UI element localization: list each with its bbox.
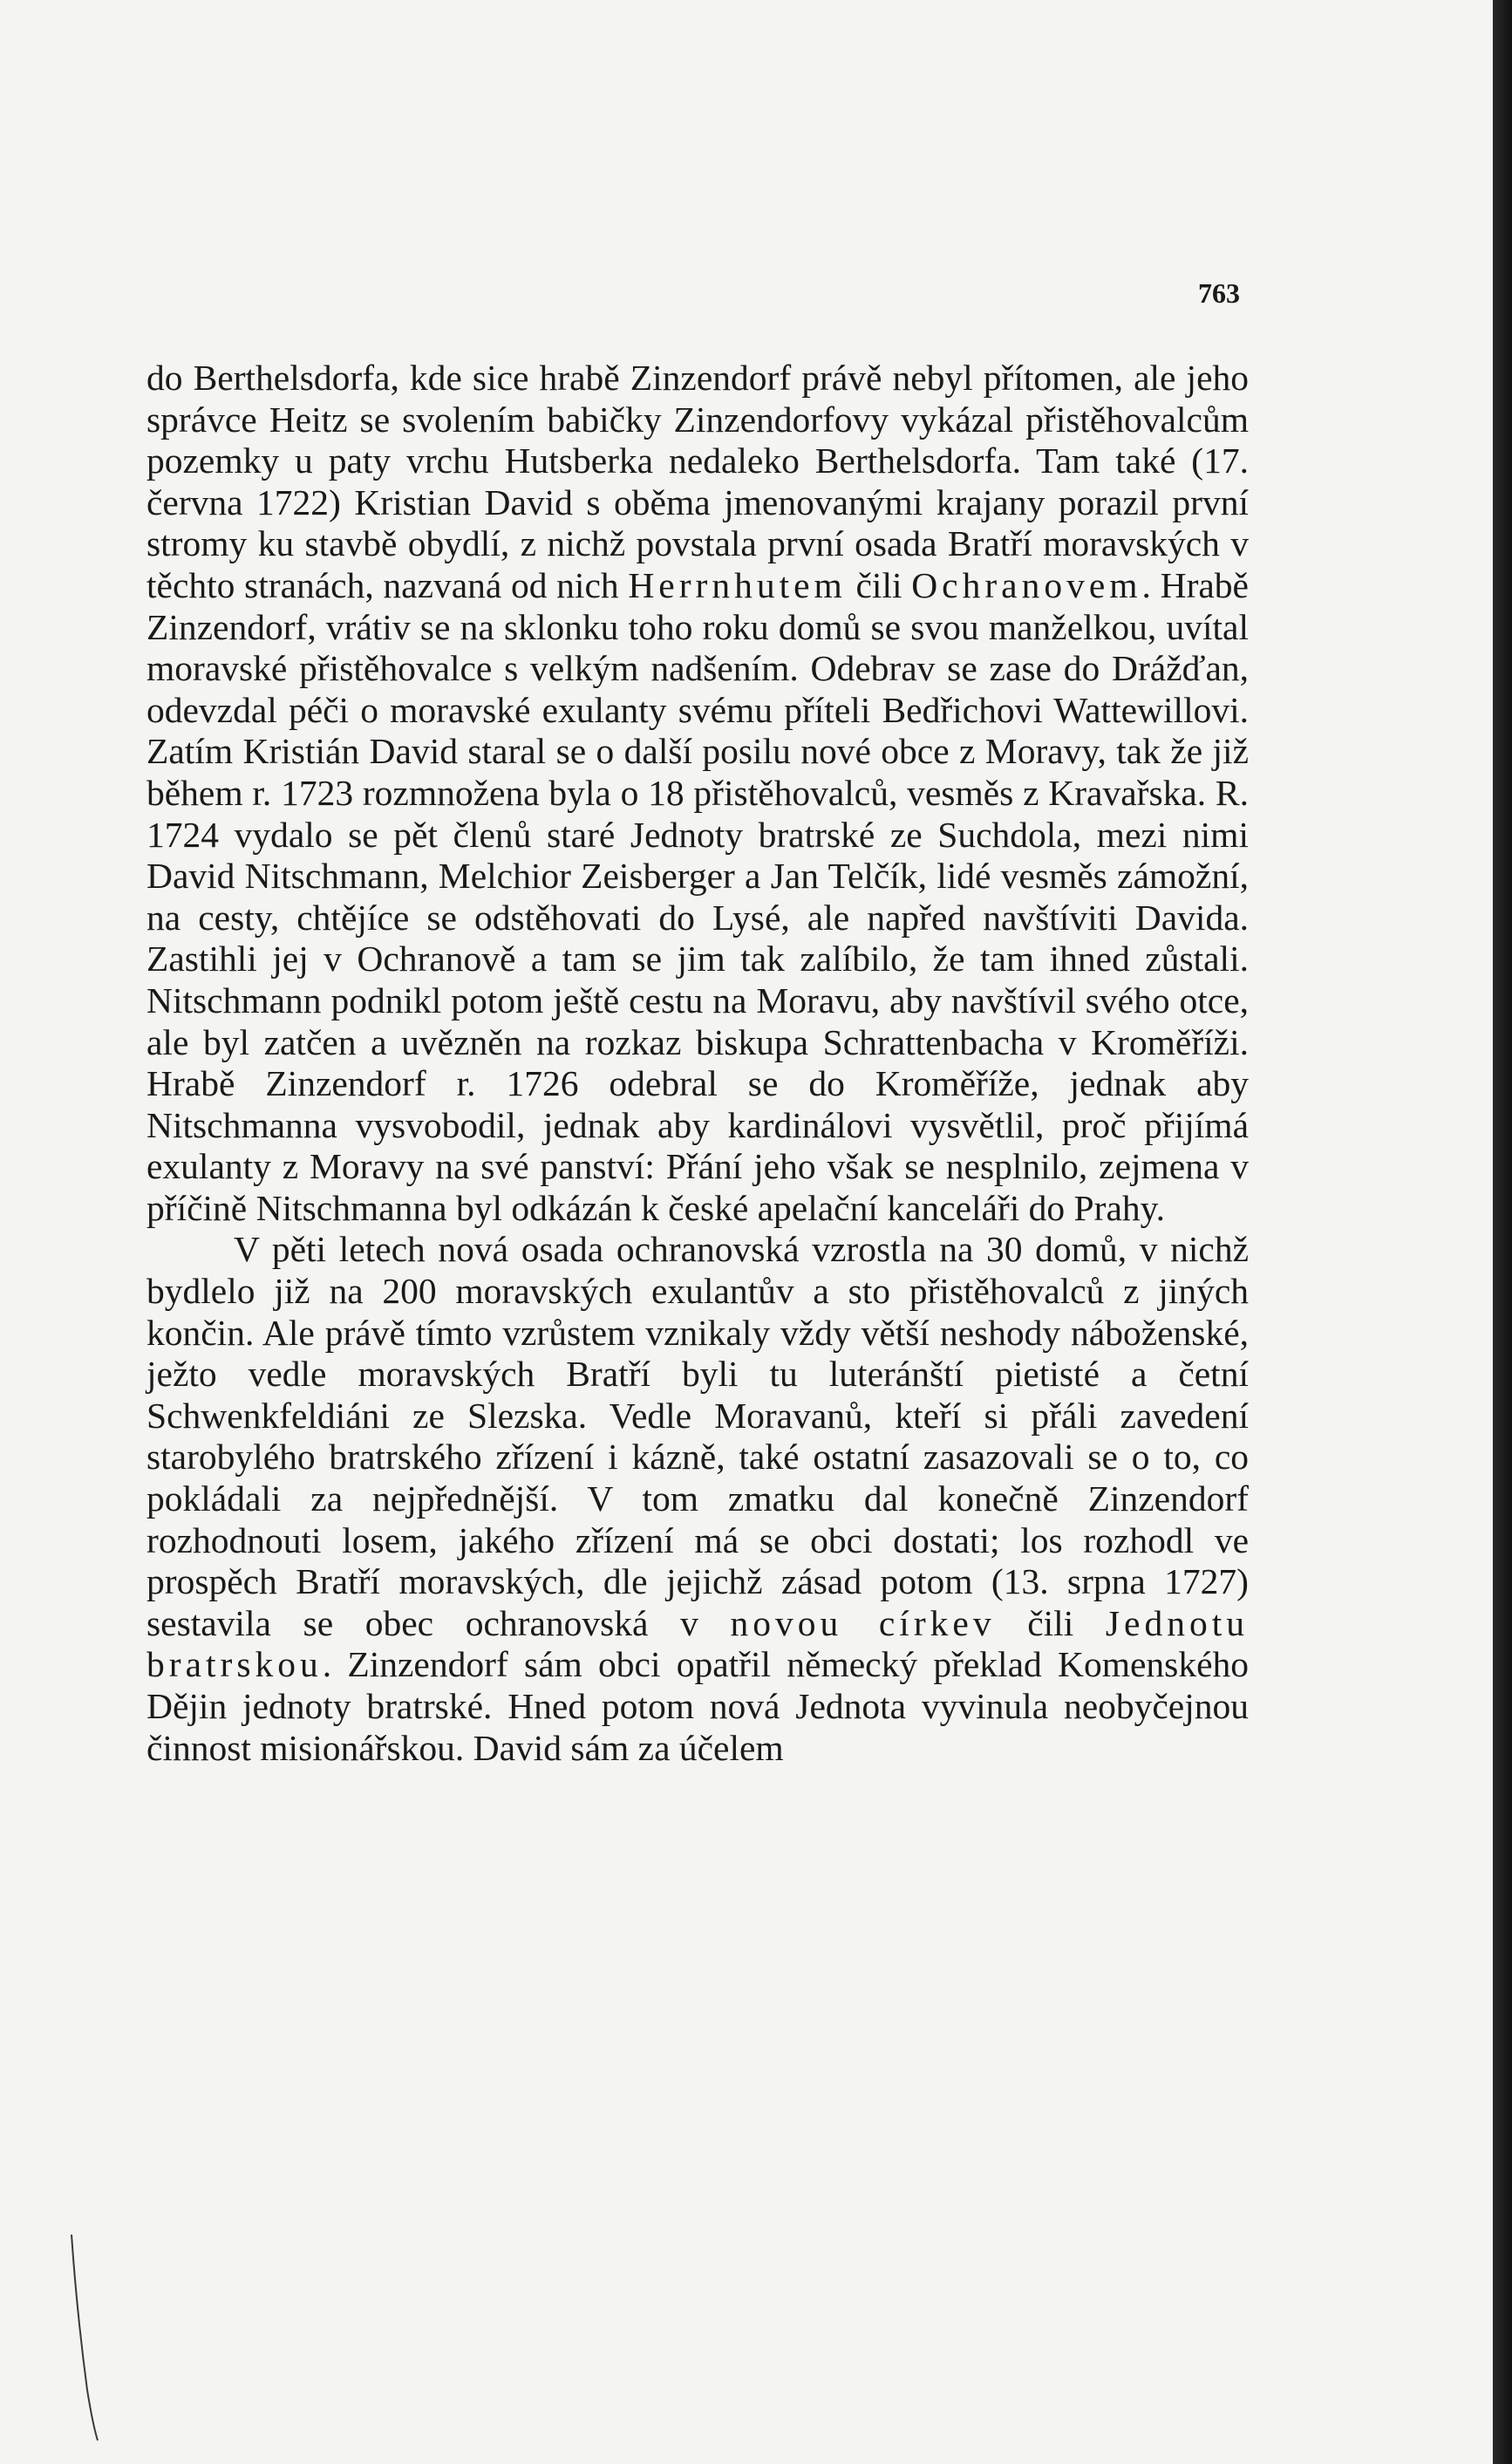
text-run: čili — [846, 564, 912, 605]
text-run: . Hrabě Zinzendorf, vrátiv se na sklonku toho roku domů se svou manželkou, uvítal moravské přistěhovalce s velkým nadšením. Odebrav se zase do Drážďan, odevzdal péči o moravské exulanty svému příteli Bedřichovi Wattewillovi. Zatím Kristián David staral se o další posilu nové obce z Moravy, tak že již během r. 1723 rozmnožena byla o 18 přistěhovalců, vesměs z Kravařska. R. 1724 vydalo se pět členů staré Jednoty bratrské ze Suchdola, mezi nimi David Nitschmann, Melchior Zeisberger a Jan Telčík, lidé vesměs zámožní, na cesty, chtějíce se odstěhovati do Lysé, ale napřed navštíviti Davida. Zastihli jej v Ochranově a tam se jim tak zalíbilo, že tam ihned zůstali. Nitschmann podnikl potom ještě cestu na Moravu, aby navštívil svého otce, ale byl zatčen a uvězněn na rozkaz biskupa Schrattenbacha v Kroměříži. Hrabě Zinzendorf r. 1726 odebral se do Kroměříže, jednak aby Nitschmanna vysvobodil, jednak aby kardinálovi vysvětlil, proč přijímá exulanty z Moravy na své panství: Přání jeho však se nesplnilo, zejmena v příčině Nitschmanna byl odkázán k české apelační kanceláři do Prahy. — [146, 564, 1249, 1228]
text-run: V pěti letech nová osada ochranovská vzrostla na 30 domů, v nichž bydlelo již na 200 moravských exulantův a sto přistěhovalců z jiných končin. Ale právě tímto vzrůstem vznikaly vždy větší neshody náboženské, ježto vedle moravských Bratří byli tu luteránští pietisté a četní Schwenkfeldiáni ze Slezska. Vedle Moravanů, kteří si přáli zavedení starobylého bratrského zřízení i kázně, také ostatní zasazovali se o to, co pokládali za nejpřednější. V tom zmatku dal konečně Zinzendorf rozhodnouti losem, jakého zřízení má se obci dostati; los rozhodl ve prospěch Bratří moravských, dle jejichž zásad potom (13. srpna 1727) sestavila se obec ochranovská v — [146, 1229, 1249, 1643]
page-number: 763 — [1198, 277, 1240, 309]
text-run: čili — [995, 1602, 1106, 1643]
spaced-term-nova-cirkev: novou církev — [730, 1602, 996, 1643]
body-text — [146, 358, 1249, 1769]
spaced-term-jednota-bratrska: Jednotu bratrskou — [146, 1602, 1249, 1685]
scan-edge — [1493, 0, 1512, 2464]
margin-pencil-mark — [68, 2233, 103, 2442]
text-run: . Zinzendorf sám obci opatřil německý překlad Komenského Dějin jednoty bratrské. Hned potom nová Jednota vyvinula neobyčejnou činnost misionářskou. David sám za účelem — [146, 1644, 1249, 1768]
pencil-stroke — [72, 2235, 98, 2440]
spaced-term-herrnhut: Herrnhutem — [628, 564, 847, 605]
paragraph-1 — [146, 358, 1249, 1229]
spaced-term-ochranov: Ochranovem — [911, 564, 1142, 605]
paragraph-2 — [146, 1229, 1249, 1769]
text-run: do Berthelsdorfa, kde sice hrabě Zinzendorf právě nebyl přítomen, ale jeho správce Heitz se svolením babičky Zinzendorfovy vykázal přistěhovalcům pozemky u paty vrchu Hutsberka nedaleko Berthelsdorfa. Tam také (17. června 1722) Kristian David s oběma jmenovanými krajany porazil první stromy ku stavbě obydlí, z nichž povstala první osada Bratří moravských v těchto stranách, nazvaná od nich — [146, 358, 1249, 605]
